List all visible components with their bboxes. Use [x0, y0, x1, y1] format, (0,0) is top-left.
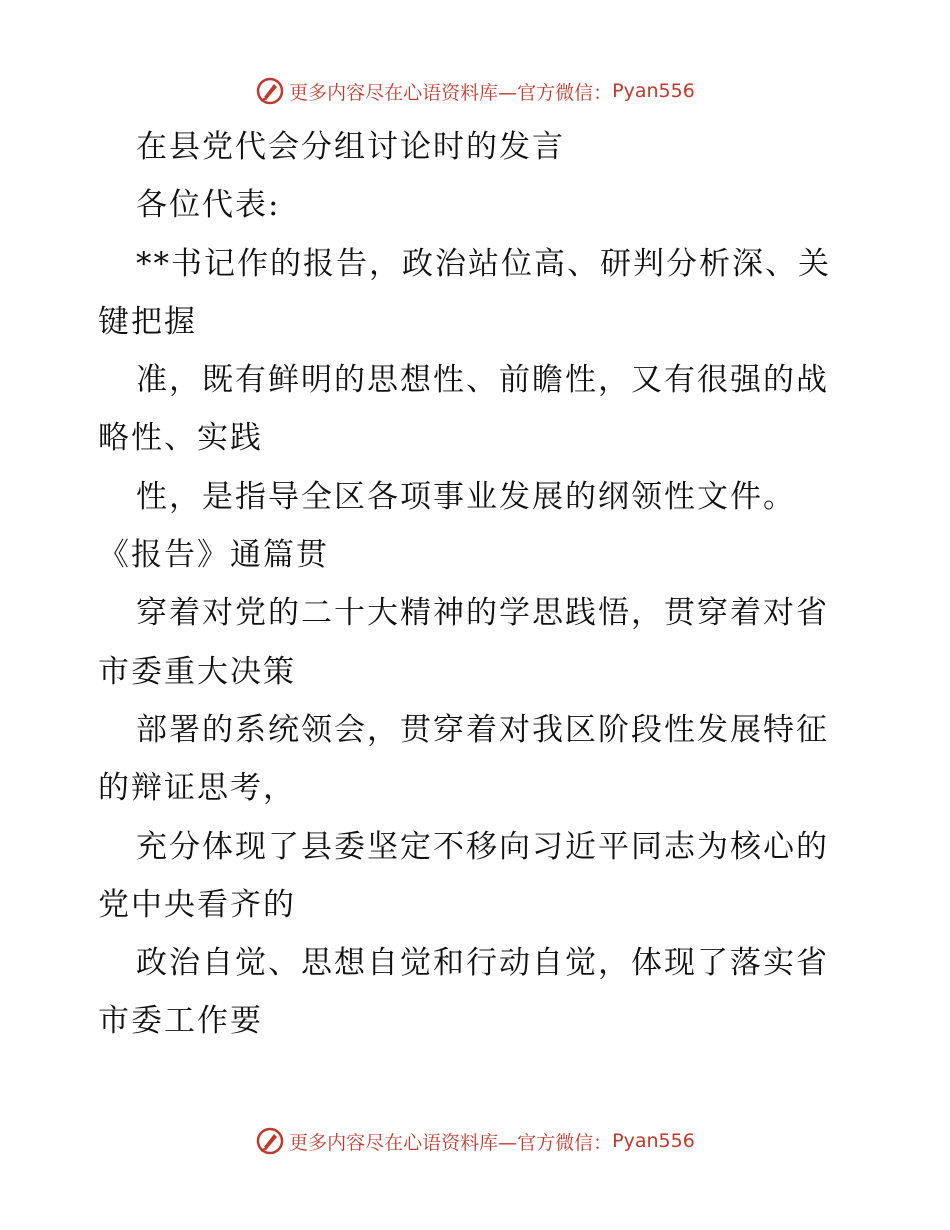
text-line: 市委工作要: [98, 1003, 263, 1040]
pen-logo-icon: [255, 1126, 285, 1156]
text-line: 部署的系统领会，贯穿着对我区阶段性发展特征: [136, 711, 829, 748]
pen-logo-icon: [255, 76, 285, 106]
text-line: 政治自觉、思想自觉和行动自觉，体现了落实省: [136, 945, 829, 982]
text-line: 《报告》通篇贯: [98, 537, 329, 574]
wechat-id: Pyan556: [612, 1130, 695, 1152]
text-line: 市委重大决策: [98, 653, 296, 690]
text-line: 略性、实践: [98, 420, 263, 457]
header-banner: [0, 71, 950, 111]
text-line: 准，既有鲜明的思想性、前瞻性，又有很强的战: [136, 362, 829, 399]
text-line: 党中央看齐的: [98, 886, 296, 923]
banner-text: 更多内容尽在心语资料库—官方微信：: [289, 1131, 613, 1154]
document-body: [98, 118, 858, 1051]
text-line: 性，是指导全区各项事业发展的纲领性文件。: [136, 478, 796, 515]
document-title: 在县党代会分组讨论时的发言: [136, 129, 565, 165]
text-line: 穿着对党的二十大精神的学思践悟，贯穿着对省: [136, 595, 829, 632]
salutation: 各位代表:: [136, 187, 281, 224]
text-line: 键把握: [98, 303, 197, 340]
paragraph-lines: [98, 235, 858, 1051]
text-line: **书记作的报告，政治站位高、研判分析深、关: [136, 245, 831, 282]
wechat-id: Pyan556: [612, 80, 695, 102]
footer-banner: [0, 1121, 950, 1161]
banner-text: 更多内容尽在心语资料库—官方微信：: [289, 81, 613, 104]
text-line: 充分体现了县委坚定不移向习近平同志为核心的: [136, 828, 829, 865]
text-line: 的辩证思考，: [98, 770, 296, 807]
